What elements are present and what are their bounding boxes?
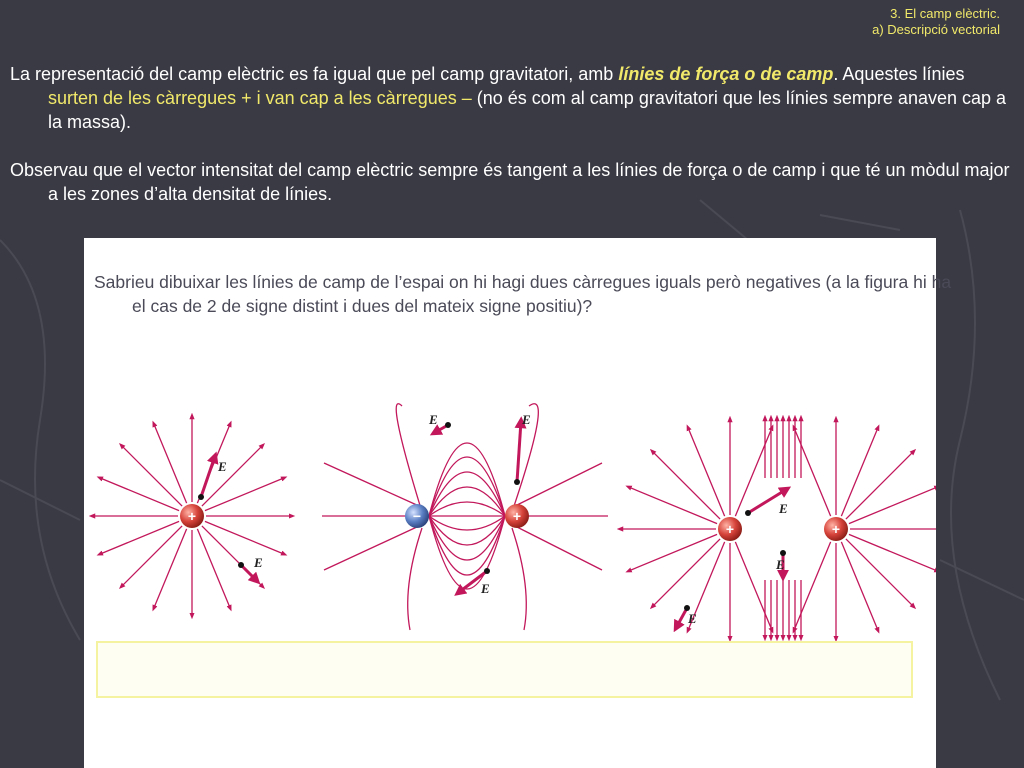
vector-label-e: E — [429, 412, 438, 427]
vector-e-fig2-top — [428, 412, 451, 433]
figure-panel — [84, 238, 952, 768]
slide-header — [872, 6, 1000, 38]
figure-two-positive-charges — [620, 418, 936, 639]
charge-sign: − — [412, 508, 422, 524]
vector-e-fig1-far — [238, 555, 263, 581]
p1-part1: La representació del camp elèctric es fa igual que pel camp gravitatori, amb — [10, 64, 619, 84]
charge-sign: + — [187, 508, 197, 524]
vector-label-e: E — [522, 412, 531, 427]
charge-sign: + — [831, 521, 841, 537]
vector-label-e: E — [776, 557, 785, 572]
body-text — [10, 62, 1010, 230]
vector-label-e: E — [218, 459, 227, 474]
header-subsection: a) Descripció vectorial — [872, 22, 1000, 37]
paragraph-tangent-vector: Observau que el vector intensitat del camp elèctric sempre és tangent a les línies de força o de camp i que té un mòdul major a les zones d’alta densitat de línies. — [10, 160, 1010, 204]
vector-e-fig3-lower — [676, 605, 697, 628]
p1-highlight-direction: surten de les càrregues + i van cap a les càrregues – — [48, 88, 472, 108]
vector-e-fig2-right — [514, 412, 531, 485]
figure-single-positive-charge — [92, 416, 292, 616]
p1-part3: (no és com al camp gravitatori que les línies sempre anaven cap a la massa). — [48, 88, 1007, 132]
vector-e-fig3-upper — [745, 489, 788, 516]
paragraph-field-lines — [10, 62, 1010, 134]
vector-label-e: E — [779, 501, 788, 516]
vector-e-fig2-bottom — [458, 568, 490, 596]
answer-box[interactable] — [96, 641, 913, 698]
p1-highlight-field-lines: línies de força o de camp — [618, 64, 834, 84]
vector-e-fig3-middle — [775, 550, 786, 577]
vector-e-fig1-near — [198, 456, 227, 500]
p1-part2: . Aquestes línies — [833, 64, 965, 84]
header-section: 3. El camp elèctric. — [890, 6, 1000, 21]
charge-sign: + — [512, 508, 522, 524]
charge-sign: + — [725, 521, 735, 537]
figure-dipole — [322, 404, 608, 630]
vector-label-e: E — [481, 581, 490, 596]
question-text: Sabrieu dibuixar les línies de camp de l’espai on hi hagi dues càrregues iguals però negatives (a la figura hi ha el cas de 2 de signe distint i dues del mateix signe positiu)? — [94, 272, 952, 316]
vector-label-e: E — [688, 611, 697, 626]
vector-label-e: E — [254, 555, 263, 570]
